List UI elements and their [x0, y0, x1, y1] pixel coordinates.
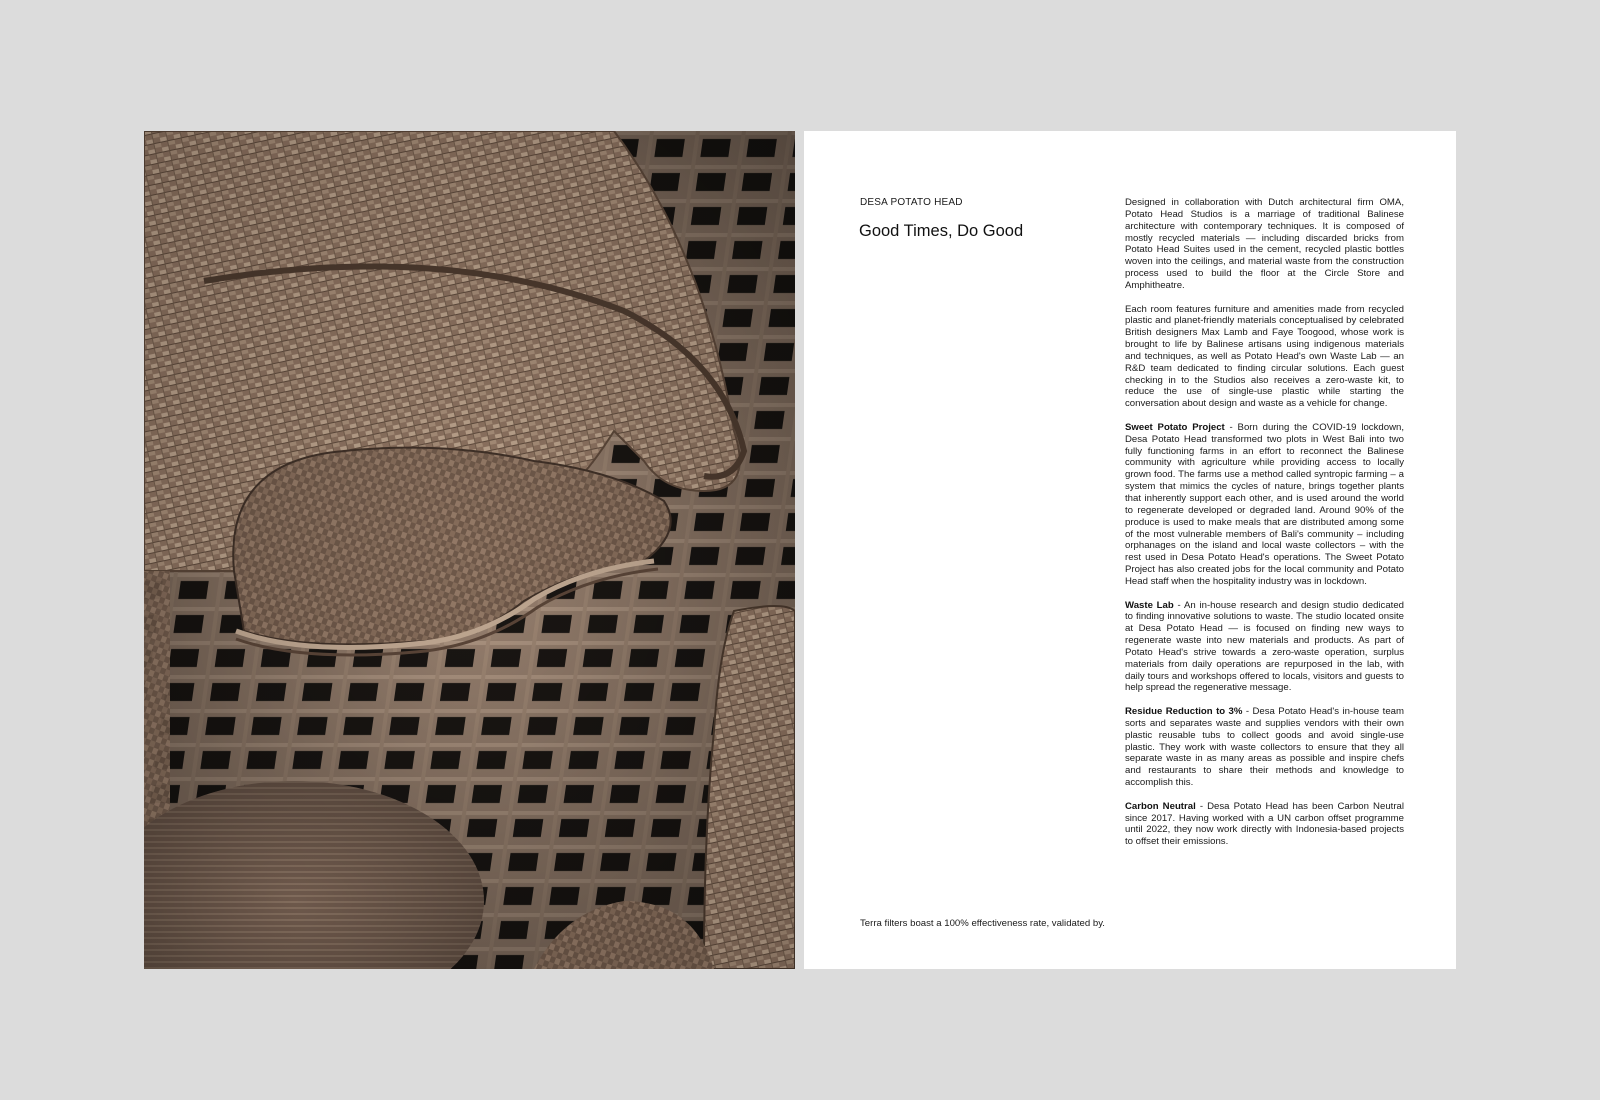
paragraph-text: - Desa Potato Head's in-house team sorts and separates waste and supplies vendors with their own plastic reusable tubs to collect goods and avoid single-use plastic. They work with waste collectors to ensure that they all separate waste in as many areas as possible and inspire chefs and restaurants to share their methods and knowledge to accomplish this. [1125, 706, 1404, 789]
paragraph-lead: Sweet Potato Project [1125, 421, 1225, 433]
body-paragraph-1 [1125, 197, 1404, 292]
rattan-weave-photo [144, 131, 795, 969]
paragraph-lead: Residue Reduction to 3% [1125, 706, 1243, 718]
paragraph-text: - An in-house research and design studio dedicated to finding innovative solutions to waste. The studio located onsite at Desa Potato Head — is focused on finding new ways to regenerate waste into new materials and products. As part of Potato Head's strive towards a zero-waste operation, surplus materials from daily operations are repurposed in the lab, with daily tours and workshops offered to locals, visitors and guests to help spread the regenerative message. [1125, 599, 1405, 694]
text-page [804, 131, 1456, 969]
body-paragraph-waste-lab [1125, 600, 1404, 695]
article-title: Good Times, Do Good [859, 222, 1024, 240]
paragraph-text: - Born during the COVID-19 lockdown, Desa Potato Head transformed two plots in West Bali into two fully functioning farms in an effort to reconnect the Balinese community with agriculture while providing access to locally grown food. The farms use a method called syntropic farming – a system that mimics the cycles of nature, brings together plants that inherently support each other, and is used around the world to regenerate developed or degraded land. Around 90% of the produce is used to make meals that are distributed among some of the most vulnerable members of Bali's community – including orphanages on the island and local waste collectors – with the rest used in Desa Potato Head's operations. The Sweet Potato Project has also created jobs for the local community and Potato Head staff when the hospitality industry was in lockdown. [1125, 421, 1404, 587]
body-paragraph-2 [1125, 304, 1404, 411]
article-body [1125, 197, 1404, 860]
body-paragraph-residue [1125, 706, 1404, 789]
body-paragraph-sweet-potato [1125, 422, 1404, 588]
photo-caption: Terra filters boast a 100% effectiveness rate, validated by. [860, 918, 1105, 929]
paragraph-text: - Desa Potato Head has been Carbon Neutral since 2017. Having worked with a UN carbon offset programme until 2022, they now work directly with Indonesia-based projects to offset their emissions. [1125, 800, 1404, 848]
paragraph-lead: Waste Lab [1125, 599, 1174, 611]
body-paragraph-carbon [1125, 801, 1404, 848]
paragraph-lead: Carbon Neutral [1125, 800, 1196, 812]
rattan-photo-graphic [144, 131, 795, 969]
paragraph-text: Designed in collaboration with Dutch architectural firm OMA, Potato Head Studios is a marriage of traditional Balinese architecture with contemporary techniques. It is composed of mostly recycled materials — including discarded bricks from Potato Head Suites used in the cement, recycled plastic bottles woven into the ceilings, and material waste from the construction process used to build the floor at the Circle Store and Amphitheatre. [1125, 197, 1404, 291]
section-kicker: DESA POTATO HEAD [860, 197, 963, 208]
paragraph-text: Each room features furniture and amenities made from recycled plastic and planet-friendly materials conceptualised by celebrated British designers Max Lamb and Faye Toogood, whose work is brought to life by Balinese artisans using indigenous materials and techniques, as well as Potato Head's own Waste Lab — an R&D team dedicated to finding circular solutions. Each guest checking in to the Studios also receives a zero-waste kit, to reduce the use of single-use plastic while starting the conversation about design and waste as a vehicle for change. [1125, 303, 1404, 410]
